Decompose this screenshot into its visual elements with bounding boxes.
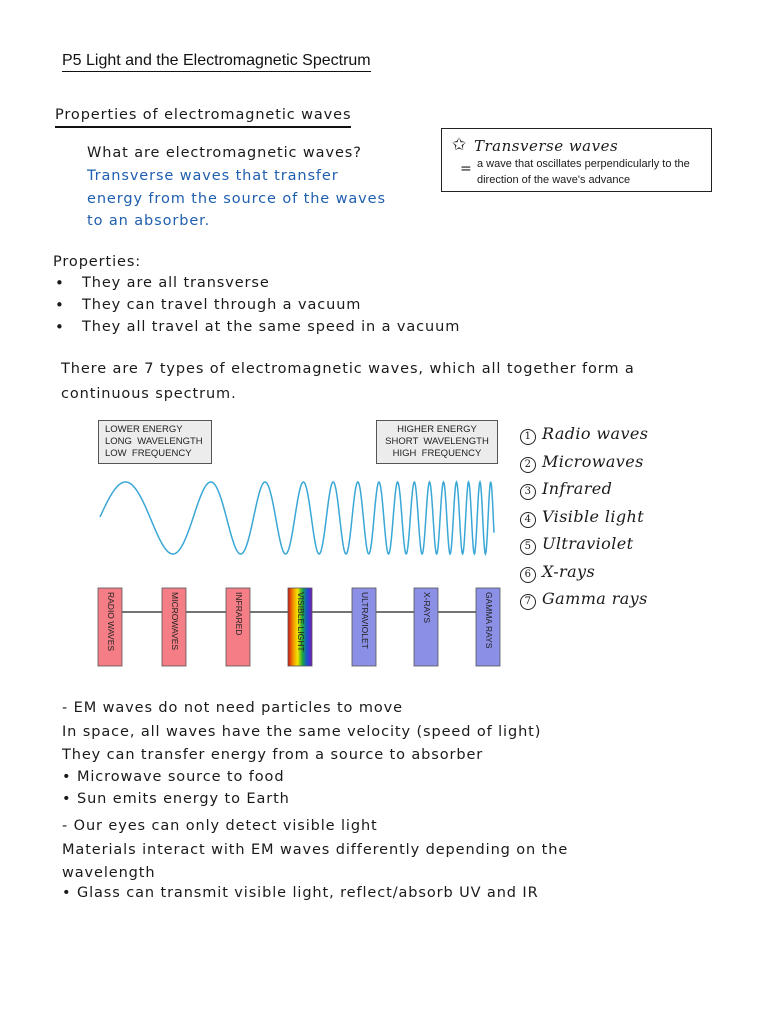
circled-number: 7 [520,594,536,610]
note-line: - EM waves do not need particles to move [62,700,403,716]
note-line: They can transfer energy from a source to absorber [62,747,484,764]
spectrum-band-label: RADIO WAVES [105,592,116,652]
list-item-label: Ultraviolet [542,534,634,553]
circled-number: 6 [520,567,536,583]
lower-energy-box: LOWER ENERGY LONG WAVELENGTH LOW FREQUENCY [98,420,212,464]
list-item: • They all travel at the same speed in a vacuum [55,319,460,341]
answer-line: to an absorber. [87,213,211,229]
spectrum-band-label: ULTRAVIOLET [359,592,370,649]
list-item [520,534,648,562]
higher-energy-box: HIGHER ENERGY SHORT WAVELENGTH HIGH FREQUENCY [376,420,498,464]
definition-box [441,128,712,192]
spectrum-diagram [90,470,510,670]
spectrum-band-label: MICROWAVES [169,592,180,651]
note-line: - Our eyes can only detect visible light [62,818,378,835]
list-item [520,424,648,452]
list-item [520,562,648,590]
note-line: In space, all waves have the same velocity (speed of light) [62,723,542,740]
intro-line: continuous spectrum. [61,386,237,402]
star-icon: ✩ [452,135,467,155]
definition-term: Transverse waves [474,137,619,155]
list-item-label: Infrared [542,479,613,498]
note-line: wavelength [62,865,156,882]
intro-line: There are 7 types of electromagnetic waves, which all together form a [61,361,635,377]
section-heading: Properties of electromagnetic waves [55,107,351,128]
note-line: Materials interact with EM waves differently depending on the [62,841,569,858]
notes [62,700,568,909]
circled-number: 2 [520,457,536,473]
list-item: • They are all transverse [55,275,460,297]
list-item-label: Microwaves [542,451,644,471]
spectrum-band-label: X-RAYS [421,592,432,624]
note-line: • Glass can transmit visible light, reflect/absorb UV and IR [62,885,539,902]
list-item [520,479,648,507]
list-item-label: Gamma rays [542,589,648,608]
equals-sign: = [460,161,472,177]
circled-number: 4 [520,512,536,528]
numbered-wave-list [520,424,648,617]
properties-heading: Properties: [53,254,142,270]
wave-line [100,482,494,554]
spectrum-band-label: VISIBLE LIGHT [295,592,306,652]
list-item-label: Visible light [542,506,645,526]
circled-number: 1 [520,429,536,445]
list-item-label: Radio waves [542,424,649,443]
circled-number: 5 [520,539,536,555]
note-line: • Microwave source to food [62,769,285,786]
circled-number: 3 [520,484,536,500]
list-item [520,507,648,535]
list-item: • They can travel through a vacuum [55,297,460,319]
question: What are electromagnetic waves? [87,145,362,161]
note-line: • Sun emits energy to Earth [62,791,290,808]
spectrum-band-label: GAMMA RAYS [483,592,494,649]
answer-line: Transverse waves that transfer [87,168,339,184]
answer-line: energy from the source of the waves [87,191,386,207]
page-title: P5 Light and the Electromagnetic Spectrum [62,52,371,72]
list-item [520,452,648,480]
properties-list [55,275,460,341]
spectrum-band-label: INFRARED [233,592,244,636]
list-item [520,589,648,617]
list-item-label: X-rays [542,561,596,581]
definition-text: a wave that oscillates perpendicularly to the direction of the wave's advance [477,158,690,186]
